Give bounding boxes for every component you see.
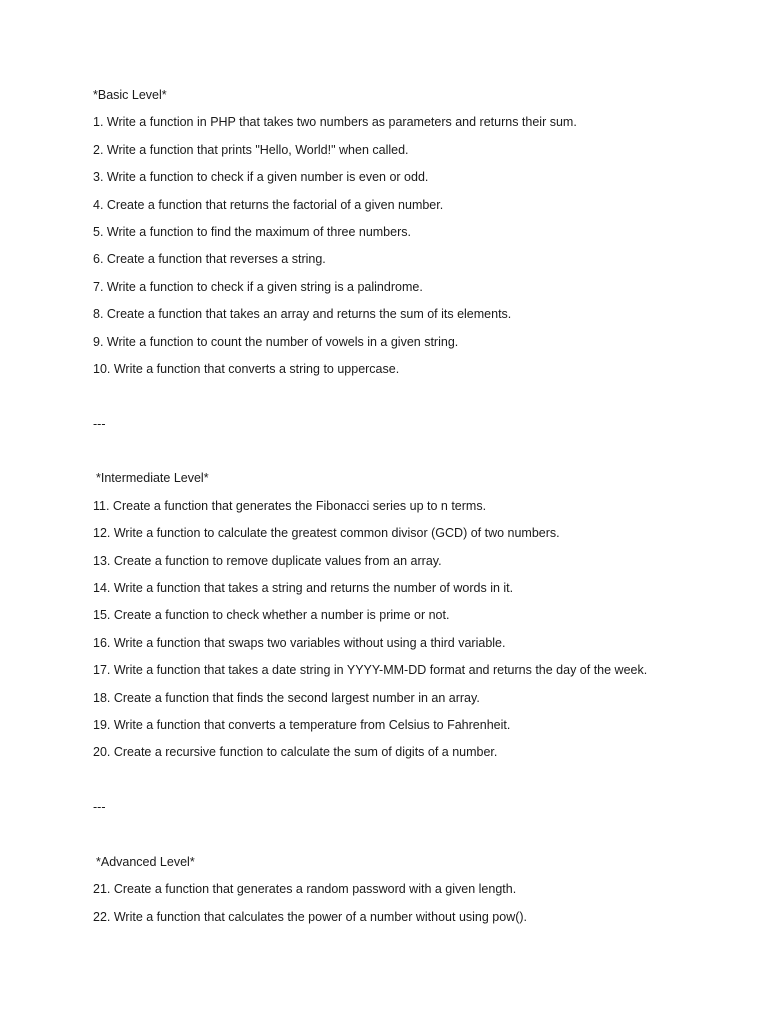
list-item: 4. Create a function that returns the factorial of a given number. xyxy=(93,197,444,212)
list-item: 9. Write a function to count the number of vowels in a given string. xyxy=(93,334,459,349)
list-item: 12. Write a function to calculate the greatest common divisor (GCD) of two numbers. xyxy=(93,526,560,541)
list-item: 5. Write a function to find the maximum of three numbers. xyxy=(93,224,411,239)
list-item: 10. Write a function that converts a string to uppercase. xyxy=(93,361,400,376)
section-separator: --- xyxy=(93,800,106,815)
blank-line xyxy=(93,387,733,414)
list-item: 13. Create a function to remove duplicate values from an array. xyxy=(93,553,442,568)
section-heading-intermediate: *Intermediate Level* xyxy=(96,471,209,486)
list-item: 11. Create a function that generates the Fibonacci series up to n terms. xyxy=(93,498,487,513)
list-item: 21. Create a function that generates a random password with a given length. xyxy=(93,882,517,897)
list-item: 3. Write a function to check if a given number is even or odd. xyxy=(93,170,429,185)
list-item: 14. Write a function that takes a string and returns the number of words in it. xyxy=(93,581,514,596)
list-item: 19. Write a function that converts a temperature from Celsius to Fahrenheit. xyxy=(93,717,511,732)
section-heading-advanced: *Advanced Level* xyxy=(96,854,195,869)
list-item: 6. Create a function that reverses a string. xyxy=(93,252,326,267)
list-item: 16. Write a function that swaps two variables without using a third variable. xyxy=(93,635,506,650)
blank-line xyxy=(93,442,733,469)
list-item: 20. Create a recursive function to calculate the sum of digits of a number. xyxy=(93,745,498,760)
list-item: 7. Write a function to check if a given string is a palindrome. xyxy=(93,279,423,294)
section-separator: --- xyxy=(93,416,106,431)
blank-line xyxy=(93,771,733,798)
list-item: 2. Write a function that prints "Hello, World!" when called. xyxy=(93,142,409,157)
list-item: 1. Write a function in PHP that takes two numbers as parameters and returns their sum. xyxy=(93,115,577,130)
section-heading-basic: *Basic Level* xyxy=(93,88,167,102)
blank-line xyxy=(93,826,733,853)
list-item: 22. Write a function that calculates the power of a number without using pow(). xyxy=(93,909,528,924)
list-item: 15. Create a function to check whether a number is prime or not. xyxy=(93,608,450,623)
list-item: 17. Write a function that takes a date string in YYYY-MM-DD format and returns the day of the week. xyxy=(93,663,648,678)
document-body xyxy=(93,86,733,935)
list-item: 8. Create a function that takes an array and returns the sum of its elements. xyxy=(93,307,512,322)
list-item: 18. Create a function that finds the second largest number in an array. xyxy=(93,690,480,705)
